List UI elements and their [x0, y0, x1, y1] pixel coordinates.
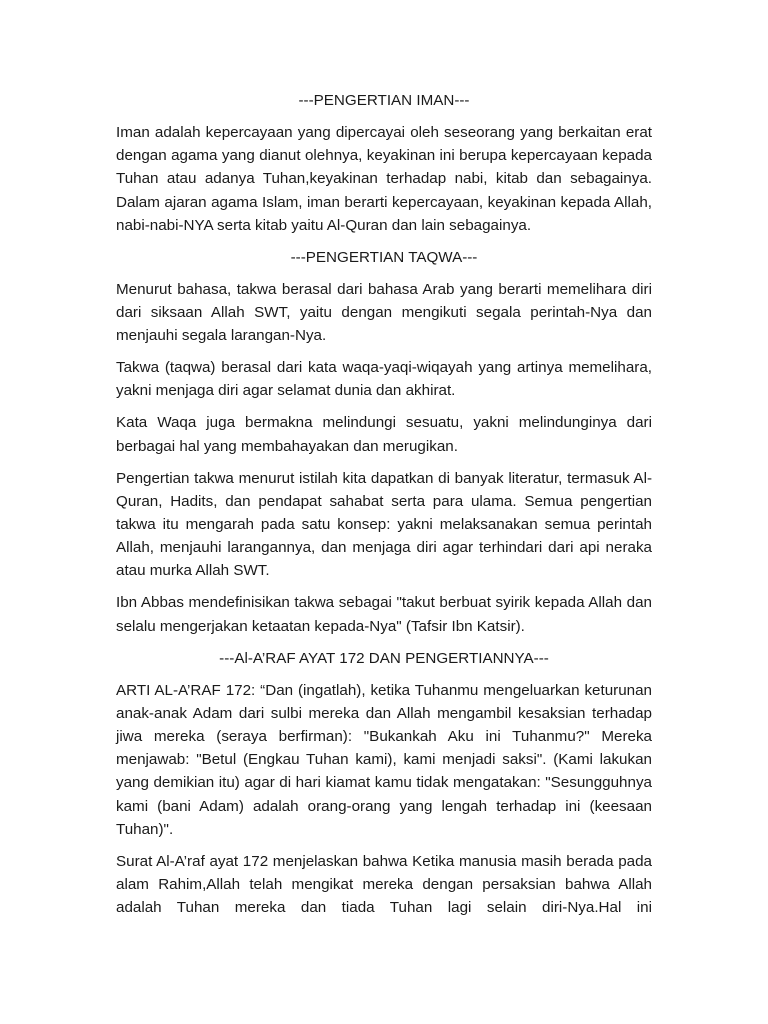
- heading-pengertian-iman: ---PENGERTIAN IMAN---: [298, 92, 470, 109]
- paragraph-surat-al-araf: Surat Al-A’raf ayat 172 menjelaskan bahwa Ketika manusia masih berada pada alam Rahim,Allah telah mengikat mereka dengan persaksian bahwa Allah adalah Tuhan mereka dan tiada Tuhan lagi selain diri-Nya.Hal ini: [116, 852, 652, 917]
- heading-pengertian-taqwa: ---PENGERTIAN TAQWA---: [290, 248, 478, 266]
- document-body: [116, 89, 652, 928]
- paragraph-kata-waqa: Kata Waqa juga bermakna melindungi sesuatu, yakni melindunginya dari berbagai hal yang membahayakan dan merugikan.: [116, 414, 652, 455]
- paragraph-arti-al-araf: ARTI AL-A’RAF 172: “Dan (ingatlah), ketika Tuhanmu mengeluarkan keturunan anak-anak Adam dari sulbi mereka dan Allah mengambil kesaksian terhadap jiwa mereka (seraya berfirman): "Bukankah Aku ini Tuhanmu?" Mereka menjawab: "Betul (Engkau Tuhan kami), kami menjadi saksi". (Kami lakukan yang demikian itu) agar di hari kiamat kamu tidak mengatakan: "Sesungguhnya kami (bani Adam) adalah orang-orang yang lengah terhadap ini (keesaan Tuhan)".: [116, 681, 652, 838]
- paragraph-taqwa-asal-kata: Takwa (taqwa) berasal dari kata waqa-yaqi-wiqayah yang artinya memelihara, yakni menjaga diri agar selamat dunia dan akhirat.: [116, 359, 652, 400]
- paragraph-ibn-abbas: Ibn Abbas mendefinisikan takwa sebagai "takut berbuat syirik kepada Allah dan selalu mengerjakan ketaatan kepada-Nya" (Tafsir Ibn Katsir).: [116, 594, 652, 635]
- paragraph-taqwa-istilah: Pengertian takwa menurut istilah kita dapatkan di banyak literatur, termasuk Al-Quran, Hadits, dan pendapat sahabat serta para ulama. Semua pengertian takwa itu mengarah pada satu konsep: yakni melaksanakan semua perintah Allah, menjauhi larangannya, dan menjaga diri agar terhindari dari api neraka atau murka Allah SWT.: [116, 469, 652, 580]
- paragraph-iman-definition: Iman adalah kepercayaan yang dipercayai oleh seseorang yang berkaitan erat dengan agama yang dianut olehnya, keyakinan ini berupa kepercayaan kepada Tuhan atau adanya Tuhan,keyakinan terhadap nabi, kitab dan sebagainya. Dalam ajaran agama Islam, iman berarti kepercayaan, keyakinan kepada Allah, nabi-nabi-NYA serta kitab yaitu Al-Quran dan lain sebagainya.: [116, 124, 652, 234]
- paragraph-taqwa-bahasa: Menurut bahasa, takwa berasal dari bahasa Arab yang berarti memelihara diri dari siksaan Allah SWT, yaitu dengan mengikuti segala perintah-Nya dan menjauhi segala larangan-Nya.: [116, 280, 652, 345]
- heading-al-araf-172: ---Al-A’RAF AYAT 172 DAN PENGERTIANNYA---: [219, 649, 549, 667]
